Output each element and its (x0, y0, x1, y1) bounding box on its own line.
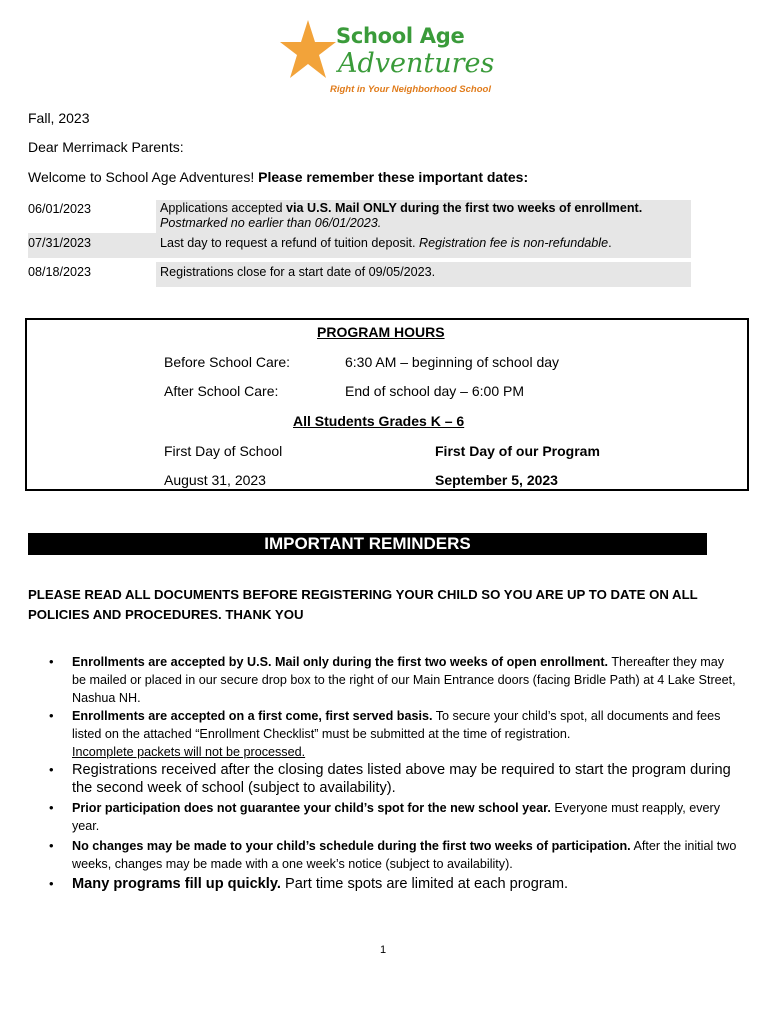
first-day-program-date: September 5, 2023 (435, 472, 558, 488)
date-row (28, 233, 691, 258)
logo (278, 18, 498, 98)
list-item: • Registrations received after the closing dates listed above may be required to start the program during the second week of school (subject to availability). (49, 762, 731, 796)
date-description: Registrations close for a start date of 09/05/2023. (160, 265, 436, 279)
date-row (28, 200, 691, 233)
list-item: • Enrollments are accepted by U.S. Mail only during the first two weeks of open enrollment. Thereafter they may be mailed or placed in our secure drop box to the right of our Main Entrance doors (facing Bridle Path) at 4 Lake Street, Nashua NH. (49, 654, 736, 705)
date-description: Applications accepted via U.S. Mail ONLY during the first two weeks of enrollment. Postmarked no earlier than 06/01/2023. (160, 201, 643, 230)
first-day-program-label: First Day of our Program (435, 443, 600, 459)
welcome-bold: Please remember these important dates: (258, 169, 529, 185)
date-cell: 08/18/2023 (28, 265, 92, 279)
program-hours-box (25, 318, 749, 491)
date-cell: 06/01/2023 (28, 202, 92, 216)
welcome-line (28, 169, 528, 185)
bullet-icon: • (49, 708, 54, 723)
list-item: • Many programs fill up quickly. Part time spots are limited at each program. (49, 876, 569, 892)
logo-tagline: Right in Your Neighborhood School (330, 84, 491, 95)
greeting: Dear Merrimack Parents: (28, 139, 184, 155)
bullet-icon: • (49, 838, 54, 853)
grades-heading: All Students Grades K – 6 (293, 413, 465, 429)
before-care-label: Before School Care: (164, 354, 291, 370)
first-day-school-label: First Day of School (164, 443, 283, 459)
program-hours-heading: PROGRAM HOURS (317, 324, 445, 340)
bullet-icon: • (49, 762, 54, 777)
list-item: • Prior participation does not guarantee your child’s spot for the new school year. Everyone must reapply, every year. (49, 800, 721, 833)
star-icon (278, 18, 338, 88)
after-care-label: After School Care: (164, 383, 279, 399)
page-number: 1 (380, 944, 387, 956)
before-care-hours: 6:30 AM – beginning of school day (345, 354, 560, 370)
bullet-icon: • (49, 654, 54, 669)
bullet-icon: • (49, 800, 54, 815)
after-care-hours: End of school day – 6:00 PM (345, 383, 524, 399)
logo-title: School Age (336, 24, 465, 48)
reminders-notice: PLEASE READ ALL DOCUMENTS BEFORE REGISTERING YOUR CHILD SO YOU ARE UP TO DATE ON ALL POLICIES AND PROCEDURES. THANK YOU (28, 587, 698, 622)
list-item: • Enrollments are accepted on a first come, first served basis. To secure your child’s spot, all documents and fees listed on the attached “Enrollment Checklist” must be submitted at the time of registration. Incomplete packets will not be processed. (49, 708, 721, 759)
reminders-banner: IMPORTANT REMINDERS (28, 533, 707, 555)
logo-subtitle: Adventures (338, 48, 495, 79)
date-description: Last day to request a refund of tuition deposit. Registration fee is non-refundable. (160, 236, 612, 250)
date-cell: 07/31/2023 (28, 236, 92, 250)
season: Fall, 2023 (28, 110, 90, 126)
bullet-icon: • (49, 876, 54, 891)
first-day-school-date: August 31, 2023 (164, 472, 266, 488)
date-row (28, 262, 691, 287)
list-item: • No changes may be made to your child’s schedule during the first two weeks of participation. After the initial two weeks, changes may be made with a one week’s notice (subject to availability). (49, 838, 737, 871)
welcome-plain: Welcome to School Age Adventures! (28, 169, 259, 185)
